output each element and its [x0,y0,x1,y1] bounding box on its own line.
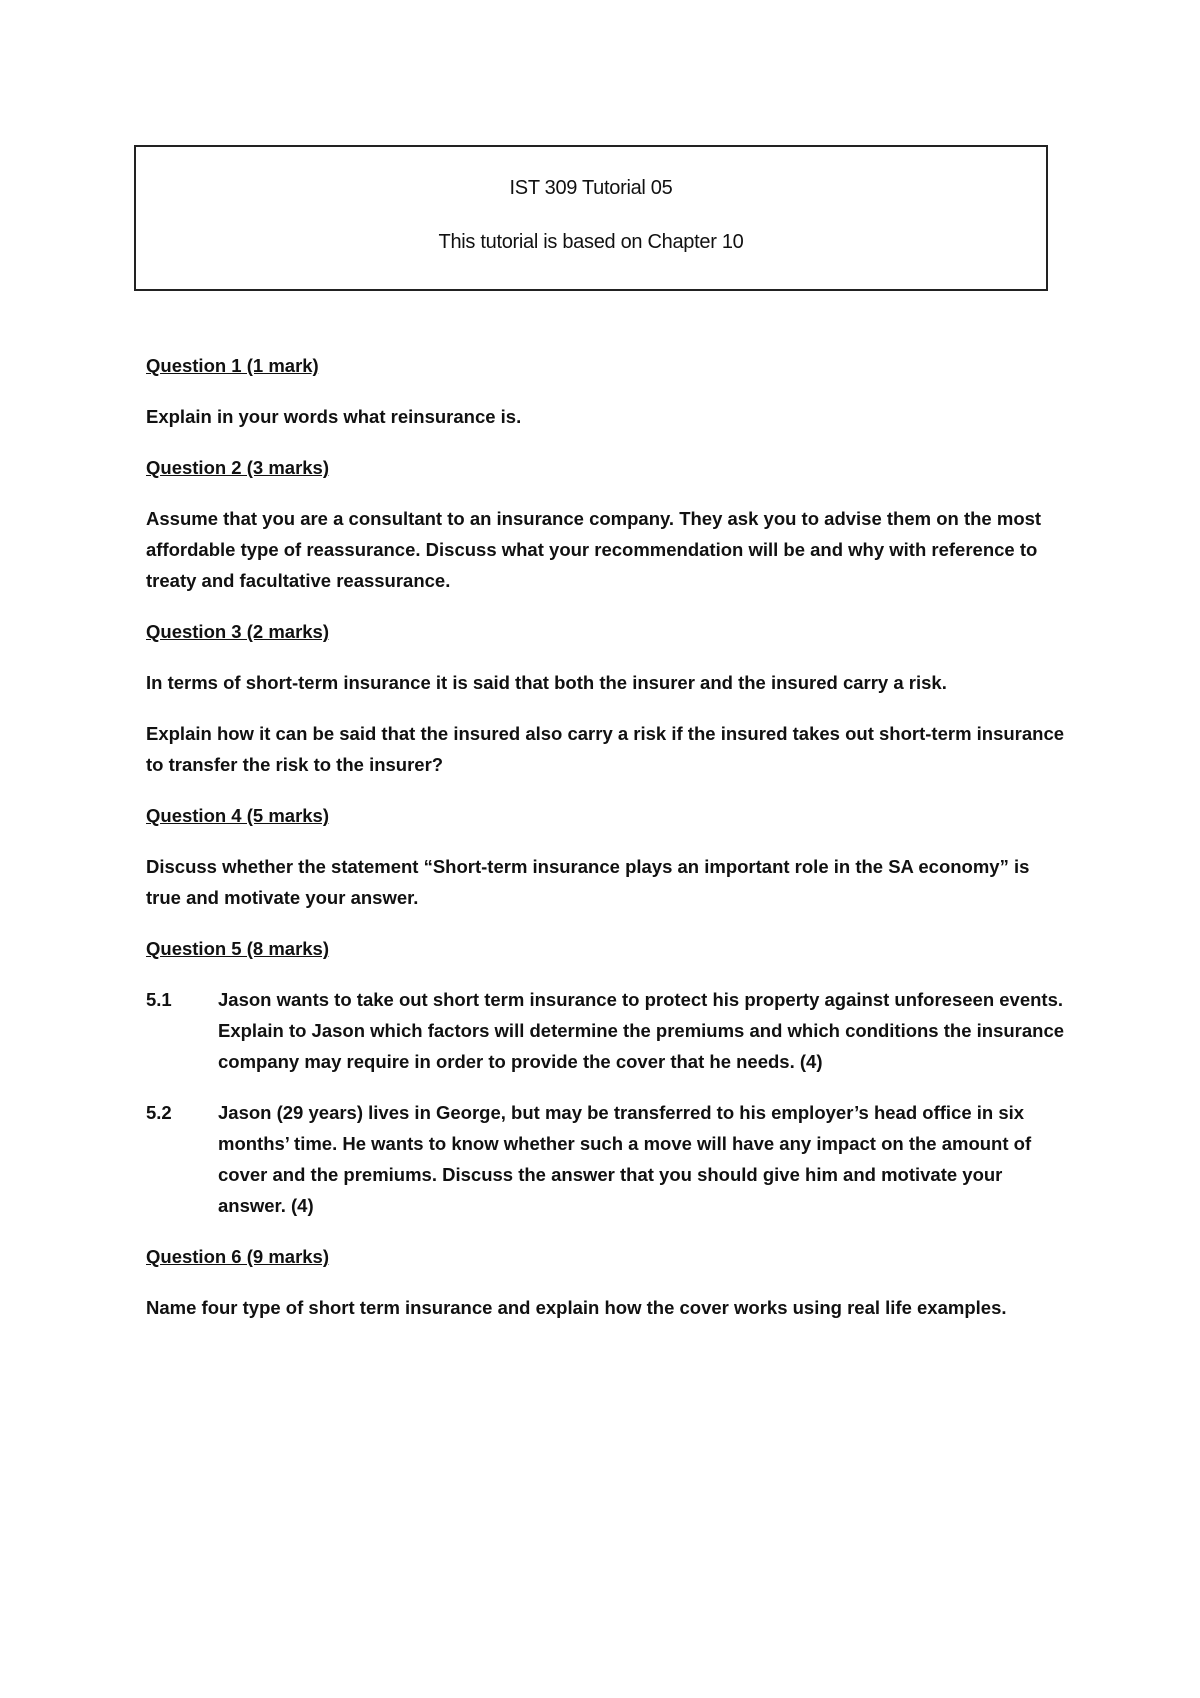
subquestion-number: 5.2 [146,1102,172,1123]
question-5-heading: Question 5 (8 marks) [146,938,330,959]
document-subtitle: This tutorial is based on Chapter 10 [438,231,744,253]
subquestion-text-main: Jason (29 years) lives in George, but may be transferred to his employer’s head office in six months’ time. He wants to know whether such a move will have any impact on the amount of cover and the premiums. Discuss the answer that you should give him and motivate your [218,1102,1032,1185]
subquestion-5-2 [146,1097,1066,1221]
question-1-text: Explain in your words what reinsurance is. [146,406,522,427]
subquestion-5-1 [146,984,1066,1077]
question-3-text-1: In terms of short-term insurance it is said that both the insurer and the insured carry a risk. [146,672,947,693]
question-4-text: Discuss whether the statement “Short-term insurance plays an important role in the SA economy” is true and motivate your answer. [146,856,1030,908]
question-6-text: Name four type of short term insurance and explain how the cover works using real life examples. [146,1297,1007,1318]
subquestion-text-tail: answer. (4) [218,1195,314,1216]
title-box [134,145,1048,291]
questions-section [146,350,1066,1343]
question-2-heading: Question 2 (3 marks) [146,457,330,478]
question-3-text-2: Explain how it can be said that the insured also carry a risk if the insured takes out short-term insurance to transfer the risk to the insurer? [146,723,1065,775]
question-6-heading: Question 6 (9 marks) [146,1246,330,1267]
question-2-text: Assume that you are a consultant to an insurance company. They ask you to advise them on the most affordable type of reassurance. Discuss what your recommendation will be and why with reference to treaty and facultative reassurance. [146,508,1042,591]
question-1-heading: Question 1 (1 mark) [146,355,319,376]
subquestion-number: 5.1 [146,989,172,1010]
subquestion-text: Jason wants to take out short term insurance to protect his property against unforeseen events. Explain to Jason which factors will determine the premiums and which conditions the insurance company may require in order to provide the cover that he needs. (4) [218,989,1065,1072]
document-title: IST 309 Tutorial 05 [509,177,673,199]
question-3-heading: Question 3 (2 marks) [146,621,330,642]
question-4-heading: Question 4 (5 marks) [146,805,330,826]
subquestion-text [218,1097,1066,1221]
